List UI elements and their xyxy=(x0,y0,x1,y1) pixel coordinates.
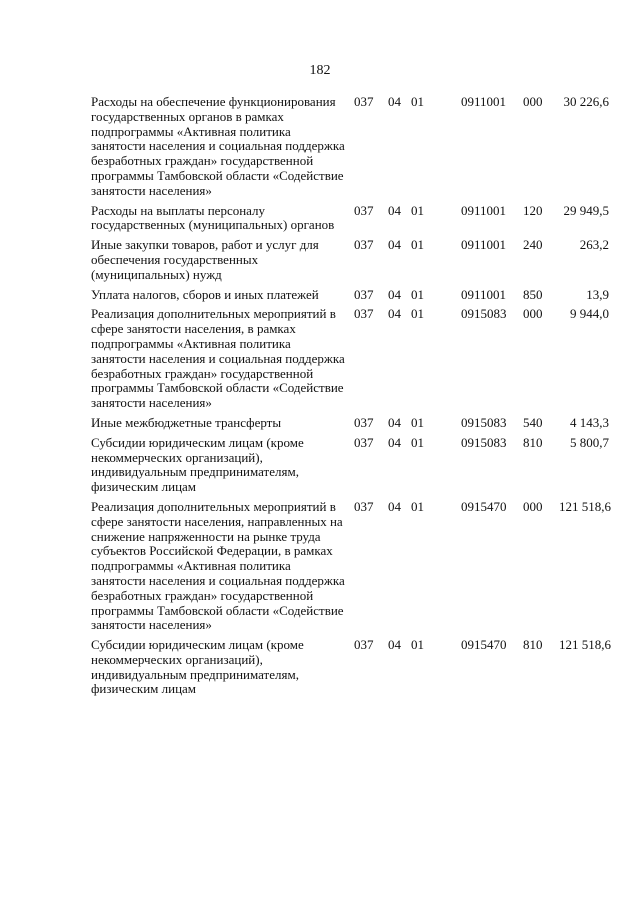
expense-type-code: 000 xyxy=(523,94,543,109)
expense-name: Субсидии юридическим лицам (кроме некоммерческих организаций), индивидуальным предпринимателям, физическим лицам xyxy=(91,637,304,697)
table-row xyxy=(91,416,609,436)
expense-type-code: 540 xyxy=(523,414,543,430)
subsection-code: 01 xyxy=(411,637,424,653)
subsection-code: 01 xyxy=(411,434,424,450)
amount: 9 944,0 xyxy=(570,306,609,322)
table-row xyxy=(91,95,609,204)
expense-type-code: 000 xyxy=(523,498,543,514)
section-code: 04 xyxy=(388,498,401,514)
section-code: 04 xyxy=(388,202,401,218)
target-article-code: 0911001 xyxy=(461,94,507,109)
ministry-code: 037 xyxy=(354,94,374,109)
expense-type-code: 850 xyxy=(523,286,543,302)
subsection-code: 01 xyxy=(411,202,424,218)
table-row xyxy=(91,436,609,500)
amount: 263,2 xyxy=(579,237,609,253)
expense-name: Уплата налогов, сборов и иных платежей xyxy=(91,286,319,302)
target-article-code: 0915083 xyxy=(461,306,507,322)
subsection-code: 01 xyxy=(411,237,424,253)
target-article-code: 0911001 xyxy=(461,237,507,253)
expense-type-code: 120 xyxy=(523,202,543,218)
target-article-code: 0911001 xyxy=(461,202,507,218)
subsection-code: 01 xyxy=(411,94,424,109)
target-article-code: 0915083 xyxy=(461,414,507,430)
subsection-code: 01 xyxy=(411,286,424,302)
subsection-code: 01 xyxy=(411,414,424,430)
table-row xyxy=(91,500,609,638)
section-code: 04 xyxy=(388,94,401,109)
budget-table xyxy=(91,95,609,702)
section-code: 04 xyxy=(388,414,401,430)
ministry-code: 037 xyxy=(354,306,374,322)
amount: 5 800,7 xyxy=(570,434,609,450)
amount: 121 518,6 xyxy=(559,498,611,514)
expense-name: Субсидии юридическим лицам (кроме некоммерческих организаций), индивидуальным предпринимателям, физическим лицам xyxy=(91,434,304,495)
expense-name: Иные межбюджетные трансферты xyxy=(91,414,282,430)
section-code: 04 xyxy=(388,637,401,653)
expense-type-code: 240 xyxy=(523,237,543,253)
section-code: 04 xyxy=(388,237,401,253)
amount: 121 518,6 xyxy=(559,637,611,653)
expense-name: Расходы на выплаты персоналу государственных (муниципальных) органов xyxy=(91,202,335,233)
table-row xyxy=(91,638,609,702)
expense-name: Реализация дополнительных мероприятий в сфере занятости населения, в рамках подпрограммы «Активная политика занятости населения и социальная поддержка безработных граждан» государственной программы Тамбовской области «Содействие занятости населения» xyxy=(91,306,345,411)
ministry-code: 037 xyxy=(354,637,374,653)
section-code: 04 xyxy=(388,286,401,302)
ministry-code: 037 xyxy=(354,414,374,430)
expense-name: Расходы на обеспечение функционирования государственных органов в рамках подпрограммы «Активная политика занятости населения и социальная поддержка безработных граждан» государственной программы Тамбовской области «Содействие занятости населения» xyxy=(91,94,345,198)
amount: 29 949,5 xyxy=(563,202,609,218)
target-article-code: 0911001 xyxy=(461,286,507,302)
expense-name: Реализация дополнительных мероприятий в сфере занятости населения, направленных на снижение напряженности на рынке труда субъектов Российской Федерации, в рамках подпрограммы «Активная политика занятости населения и социальная поддержка безработных граждан» государственной программы Тамбовской области «Содействие занятости населения» xyxy=(91,498,345,633)
section-code: 04 xyxy=(388,434,401,450)
ministry-code: 037 xyxy=(354,202,374,218)
expense-type-code: 000 xyxy=(523,306,543,322)
ministry-code: 037 xyxy=(354,434,374,450)
target-article-code: 0915470 xyxy=(461,637,507,653)
ministry-code: 037 xyxy=(354,237,374,253)
table-row xyxy=(91,204,609,239)
expense-type-code: 810 xyxy=(523,637,543,653)
ministry-code: 037 xyxy=(354,286,374,302)
amount: 13,9 xyxy=(586,286,609,302)
section-code: 04 xyxy=(388,306,401,322)
ministry-code: 037 xyxy=(354,498,374,514)
table-row xyxy=(91,288,609,308)
expense-name: Иные закупки товаров, работ и услуг для обеспечения государственных (муниципальных) нужд xyxy=(91,237,319,282)
table-row xyxy=(91,307,609,416)
table-row xyxy=(91,238,609,287)
target-article-code: 0915470 xyxy=(461,498,507,514)
target-article-code: 0915083 xyxy=(461,434,507,450)
subsection-code: 01 xyxy=(411,306,424,322)
expense-type-code: 810 xyxy=(523,434,543,450)
subsection-code: 01 xyxy=(411,498,424,514)
page-number: 182 xyxy=(309,63,331,78)
amount: 4 143,3 xyxy=(570,414,609,430)
amount: 30 226,6 xyxy=(563,94,609,109)
